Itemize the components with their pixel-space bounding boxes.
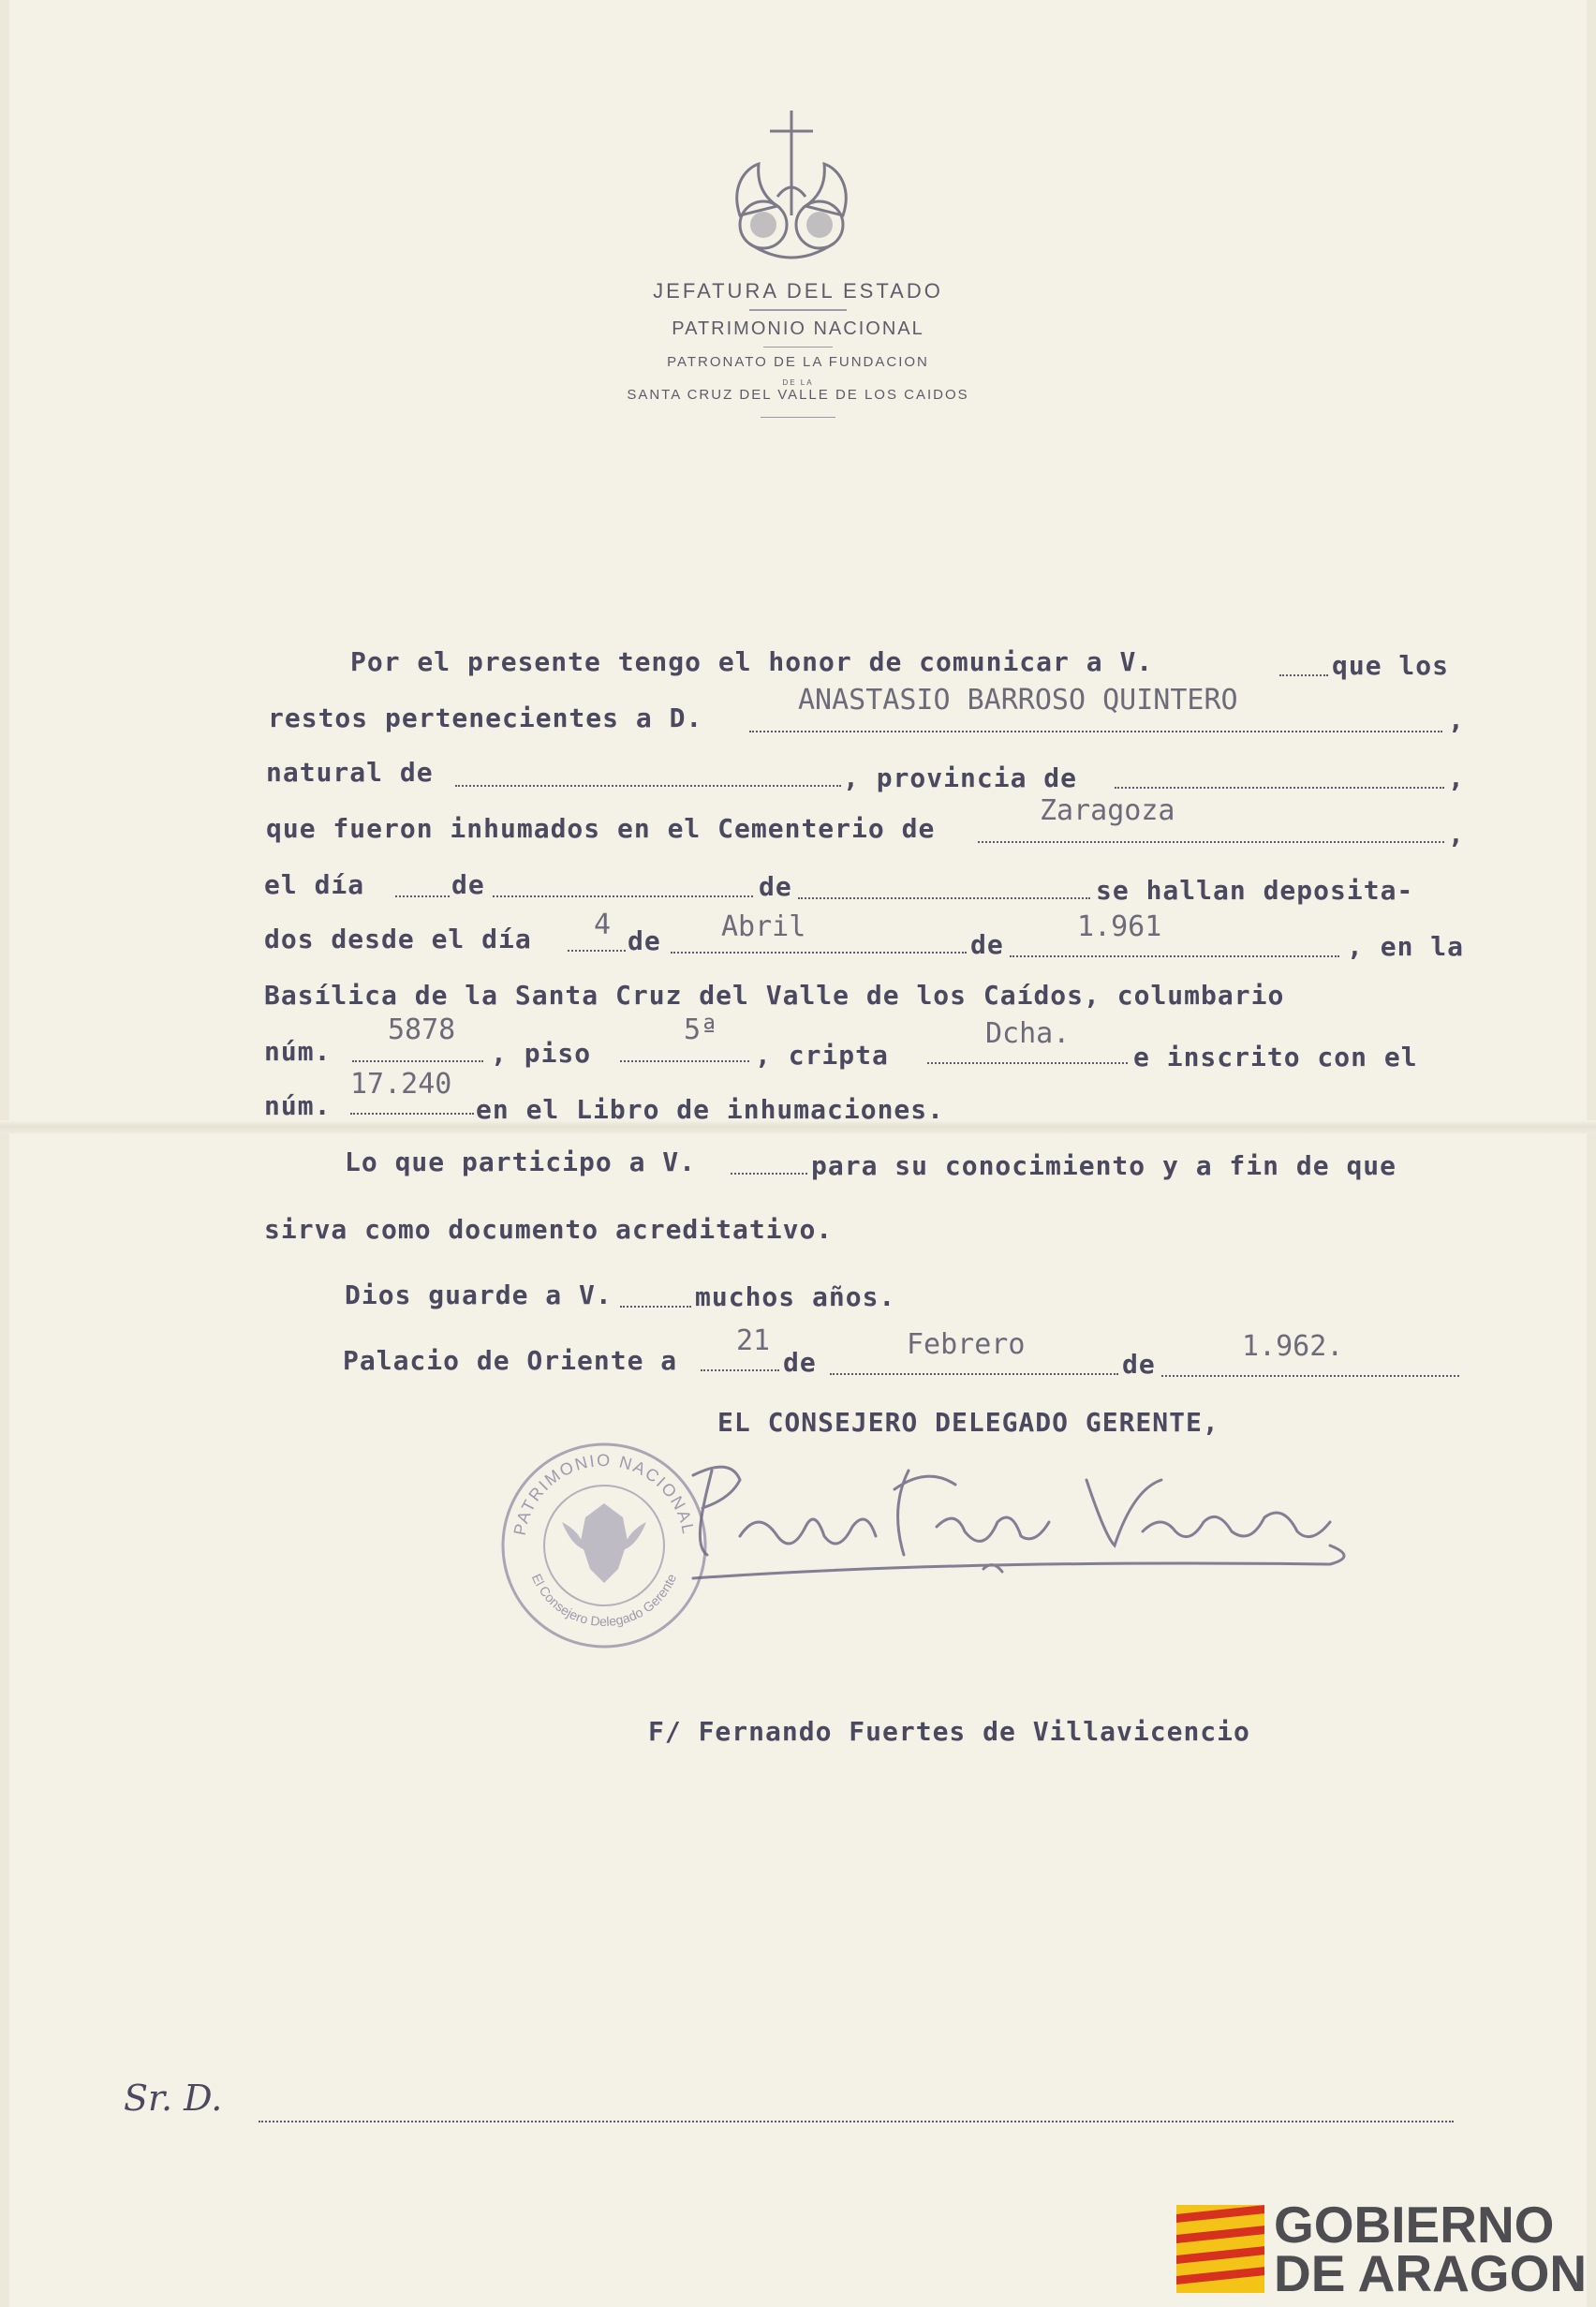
body-text: , bbox=[1448, 819, 1465, 850]
fill-line bbox=[455, 785, 841, 787]
letterhead-line-3: PATRONATO DE LA FUNDACION bbox=[667, 354, 929, 370]
body-text: Palacio de Oriente a bbox=[343, 1345, 678, 1376]
body-text: , cripta bbox=[755, 1040, 889, 1071]
burial-year: 1.961 bbox=[1077, 910, 1162, 943]
body-text: e inscrito con el bbox=[1133, 1042, 1418, 1072]
crest-emblem-icon bbox=[712, 103, 871, 272]
body-text: muchos años. bbox=[695, 1281, 896, 1312]
stamp-bottom-text: El Consejero Delegado Gerente bbox=[528, 1571, 680, 1630]
body-text: sirva como documento acreditativo. bbox=[264, 1214, 834, 1245]
body-text: Dios guarde a V. bbox=[345, 1279, 613, 1310]
body-text: , bbox=[1448, 704, 1465, 735]
fill-line bbox=[978, 841, 1444, 843]
signatory-name: F/ Fernando Fuertes de Villavicencio bbox=[648, 1716, 1250, 1747]
fill-line bbox=[395, 895, 450, 897]
fill-line bbox=[927, 1062, 1128, 1064]
logo-text-line-1: GOBIERNO bbox=[1274, 2196, 1555, 2254]
fill-line bbox=[493, 895, 753, 897]
burial-month: Abril bbox=[721, 910, 806, 943]
fill-line bbox=[568, 950, 626, 952]
signatory-title: EL CONSEJERO DELEGADO GERENTE, bbox=[717, 1407, 1219, 1438]
fill-line bbox=[350, 1113, 474, 1115]
body-text: dos desde el día bbox=[264, 924, 532, 954]
body-text: , provincia de bbox=[843, 762, 1078, 793]
body-text: que los bbox=[1332, 650, 1450, 681]
piso-value: 5ª bbox=[684, 1013, 718, 1046]
cripta-value: Dcha. bbox=[985, 1017, 1071, 1050]
letterhead-line-1: JEFATURA DEL ESTADO bbox=[653, 279, 943, 303]
logo-text-line-2: DE ARAGON bbox=[1274, 2244, 1588, 2302]
fill-line bbox=[620, 1306, 691, 1308]
body-text: de bbox=[628, 925, 661, 956]
stamp-top-text: PATRIMONIO NACIONAL bbox=[510, 1450, 699, 1537]
body-text: de bbox=[970, 929, 1004, 960]
body-text: , en la bbox=[1347, 931, 1465, 962]
fill-line bbox=[731, 1173, 807, 1175]
body-text: Por el presente tengo el honor de comunicar a V. bbox=[350, 646, 1154, 677]
body-text: de bbox=[759, 871, 792, 902]
issue-month: Febrero bbox=[907, 1328, 1026, 1361]
deceased-name: ANASTASIO BARROSO QUINTERO bbox=[798, 684, 1238, 717]
body-text: núm. bbox=[264, 1090, 332, 1121]
body-text: restos pertenecientes a D. bbox=[268, 702, 703, 733]
burial-day: 4 bbox=[594, 909, 612, 941]
name-line bbox=[749, 731, 1442, 732]
registry-number: 17.240 bbox=[350, 1068, 452, 1101]
letterhead-line-2: PATRIMONIO NACIONAL bbox=[672, 318, 924, 339]
body-text: Basílica de la Santa Cruz del Valle de los Caídos, columbario bbox=[264, 980, 1285, 1011]
letterhead-line-4: DE LA bbox=[782, 378, 814, 387]
letterhead-line-5: SANTA CRUZ DEL VALLE DE LOS CAIDOS bbox=[627, 387, 969, 403]
body-text: en el Libro de inhumaciones. bbox=[476, 1094, 945, 1125]
letterhead-divider bbox=[761, 417, 835, 418]
fill-line bbox=[1010, 955, 1339, 957]
columbario-number: 5878 bbox=[388, 1013, 456, 1046]
fill-line bbox=[671, 952, 967, 954]
body-text: se hallan deposita- bbox=[1096, 875, 1414, 906]
body-text: , piso bbox=[491, 1038, 592, 1069]
body-text: natural de bbox=[266, 757, 434, 788]
body-text: de bbox=[451, 869, 485, 900]
body-text: que fueron inhumados en el Cementerio de bbox=[266, 813, 936, 844]
body-text: de bbox=[783, 1347, 817, 1378]
issue-day: 21 bbox=[736, 1324, 771, 1357]
body-text: el día bbox=[264, 869, 365, 900]
body-text: Lo que participo a V. bbox=[345, 1146, 697, 1177]
letterhead-divider bbox=[763, 347, 833, 348]
addressee-label: Sr. D. bbox=[124, 2078, 223, 2119]
handwritten-signature-icon bbox=[674, 1452, 1367, 1592]
issue-year: 1.962. bbox=[1242, 1330, 1344, 1363]
fill-line bbox=[1115, 787, 1444, 789]
body-text: núm. bbox=[264, 1036, 332, 1067]
fill-line bbox=[1161, 1375, 1459, 1377]
fill-line bbox=[620, 1060, 749, 1062]
body-text: para su conocimiento y a fin de que bbox=[811, 1150, 1397, 1181]
letterhead-divider bbox=[749, 309, 847, 311]
addressee-line bbox=[259, 2121, 1454, 2122]
body-text: de bbox=[1122, 1349, 1156, 1380]
body-text: , bbox=[1448, 762, 1465, 793]
cemetery-name: Zaragoza bbox=[1040, 794, 1175, 827]
fill-line bbox=[701, 1369, 779, 1371]
aragon-flag-icon bbox=[1176, 2205, 1264, 2293]
fill-line bbox=[352, 1060, 483, 1062]
fill-line bbox=[830, 1373, 1118, 1375]
fill-line bbox=[798, 897, 1090, 899]
fill-line bbox=[1279, 674, 1328, 676]
